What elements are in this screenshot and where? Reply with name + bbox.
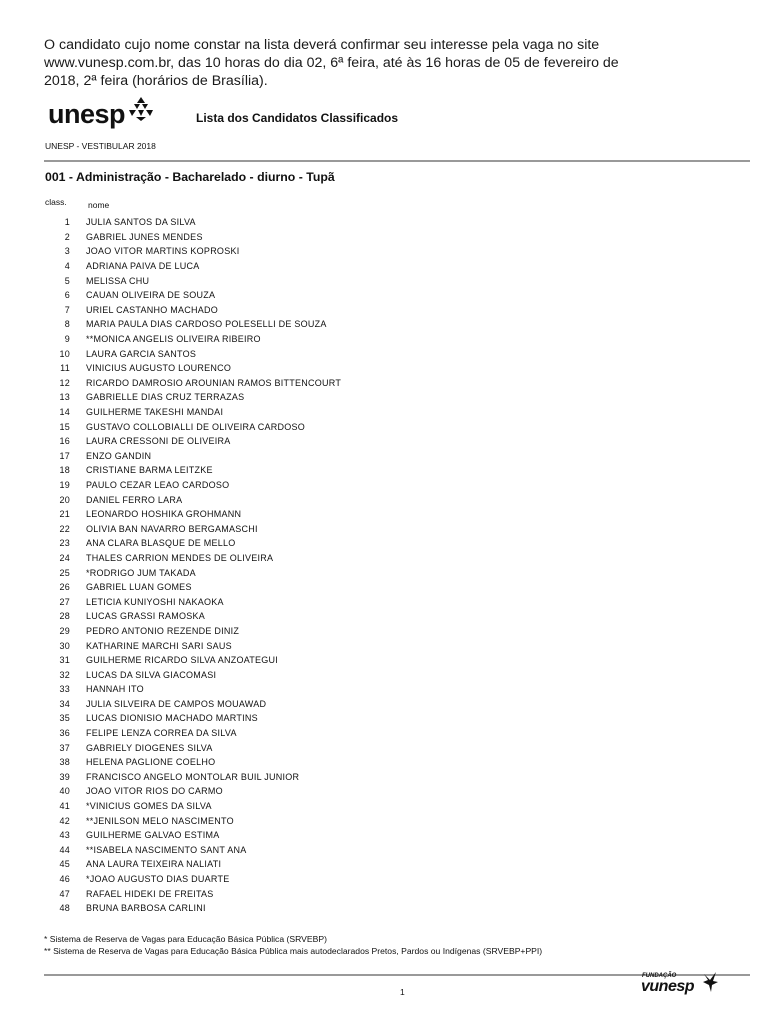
table-row bbox=[44, 230, 341, 245]
footnotes bbox=[44, 933, 542, 957]
classification-number: 45 bbox=[59, 859, 70, 870]
classification-number: 5 bbox=[64, 275, 70, 286]
table-row bbox=[44, 609, 341, 624]
classification-number: 40 bbox=[59, 786, 70, 797]
classification-number: 1 bbox=[64, 217, 70, 228]
vunesp-logo-small-text: FUNDAÇÃO bbox=[642, 973, 677, 979]
candidate-name: MELISSA CHU bbox=[86, 275, 150, 286]
candidate-name: GABRIEL LUAN GOMES bbox=[86, 582, 192, 593]
table-row bbox=[44, 551, 341, 566]
candidate-name: GUILHERME TAKESHI MANDAI bbox=[86, 407, 224, 418]
classification-number: 9 bbox=[64, 334, 70, 345]
candidate-name: CRISTIANE BARMA LEITZKE bbox=[86, 465, 213, 476]
table-row bbox=[44, 886, 341, 901]
classification-number: 15 bbox=[59, 421, 70, 432]
table-row bbox=[44, 565, 341, 580]
vunesp-logo bbox=[640, 970, 724, 998]
candidate-name: GUILHERME GALVAO ESTIMA bbox=[86, 830, 220, 841]
table-row bbox=[44, 521, 341, 536]
classification-number: 6 bbox=[64, 290, 70, 301]
bird-icon bbox=[702, 970, 720, 996]
unesp-logo-text: unesp bbox=[48, 99, 126, 129]
classification-number: 35 bbox=[59, 713, 70, 724]
classification-number: 36 bbox=[59, 728, 70, 739]
candidate-name: *RODRIGO JUM TAKADA bbox=[86, 567, 196, 578]
candidate-name: *JOAO AUGUSTO DIAS DUARTE bbox=[86, 874, 230, 885]
table-row bbox=[44, 901, 341, 916]
table-row bbox=[44, 740, 341, 755]
table-row bbox=[44, 463, 341, 478]
table-row bbox=[44, 813, 341, 828]
classification-number: 24 bbox=[59, 552, 70, 563]
candidate-name: DANIEL FERRO LARA bbox=[86, 494, 183, 505]
candidate-name: GABRIELY DIOGENES SILVA bbox=[86, 742, 213, 753]
table-row bbox=[44, 273, 341, 288]
table-row bbox=[44, 449, 341, 464]
candidate-name: URIEL CASTANHO MACHADO bbox=[86, 304, 219, 315]
classification-number: 2 bbox=[64, 231, 70, 242]
classification-number: 13 bbox=[59, 392, 70, 403]
table-row bbox=[44, 624, 341, 639]
course-title: 001 - Administração - Bacharelado - diurno - Tupã bbox=[45, 170, 335, 184]
classification-number: 8 bbox=[64, 319, 70, 330]
table-row bbox=[44, 376, 341, 391]
candidate-name: KATHARINE MARCHI SARI SAUS bbox=[86, 640, 232, 651]
candidate-name: GABRIELLE DIAS CRUZ TERRAZAS bbox=[86, 392, 245, 403]
candidate-name: JULIA SANTOS DA SILVA bbox=[86, 217, 196, 228]
page-number: 1 bbox=[400, 987, 405, 997]
table-row bbox=[44, 784, 341, 799]
candidate-name: JOAO VITOR MARTINS KOPROSKI bbox=[86, 246, 240, 257]
classification-number: 31 bbox=[59, 655, 70, 666]
candidate-name: BRUNA BARBOSA CARLINI bbox=[86, 903, 206, 914]
table-row bbox=[44, 755, 341, 770]
candidate-name: CAUAN OLIVEIRA DE SOUZA bbox=[86, 290, 216, 301]
classification-number: 47 bbox=[59, 888, 70, 899]
classification-number: 29 bbox=[59, 625, 70, 636]
candidate-name: JULIA SILVEIRA DE CAMPOS MOUAWAD bbox=[86, 698, 267, 709]
footnote-srvebp: * Sistema de Reserva de Vagas para Educação Básica Pública (SRVEBP) bbox=[44, 934, 327, 944]
candidate-name: **MONICA ANGELIS OLIVEIRA RIBEIRO bbox=[86, 334, 261, 345]
classification-number: 39 bbox=[59, 771, 70, 782]
classification-number: 3 bbox=[64, 246, 70, 257]
candidate-name: GUILHERME RICARDO SILVA ANZOATEGUI bbox=[86, 655, 279, 666]
classification-number: 7 bbox=[64, 304, 70, 315]
table-row bbox=[44, 594, 341, 609]
candidate-name: ADRIANA PAIVA DE LUCA bbox=[86, 261, 200, 272]
table-row bbox=[44, 843, 341, 858]
table-row bbox=[44, 390, 341, 405]
classification-number: 28 bbox=[59, 611, 70, 622]
classification-number: 26 bbox=[59, 582, 70, 593]
classification-number: 34 bbox=[59, 698, 70, 709]
candidate-name: ANA CLARA BLASQUE DE MELLO bbox=[86, 538, 236, 549]
classification-number: 19 bbox=[59, 479, 70, 490]
classification-number: 41 bbox=[59, 801, 70, 812]
classification-number: 16 bbox=[59, 436, 70, 447]
classification-number: 11 bbox=[60, 363, 70, 374]
candidate-name: LAURA CRESSONI DE OLIVEIRA bbox=[86, 436, 231, 447]
classification-number: 42 bbox=[59, 815, 70, 826]
table-row bbox=[44, 828, 341, 843]
table-row bbox=[44, 667, 341, 682]
classification-number: 46 bbox=[59, 874, 70, 885]
classification-number: 27 bbox=[59, 596, 70, 607]
candidate-name: **ISABELA NASCIMENTO SANT ANA bbox=[86, 844, 247, 855]
candidate-name: RAFAEL HIDEKI DE FREITAS bbox=[86, 888, 214, 899]
table-row bbox=[44, 711, 341, 726]
footnote-srvebp-ppi: ** Sistema de Reserva de Vagas para Educação Básica Pública mais autodeclarados Pretos, Pardos ou Indígenas (SRVEBP+PPI) bbox=[44, 946, 543, 956]
unesp-logo bbox=[48, 99, 155, 129]
candidate-name: LUCAS DA SILVA GIACOMASI bbox=[86, 669, 217, 680]
candidate-name: ANA LAURA TEIXEIRA NALIATI bbox=[86, 859, 222, 870]
candidate-name: PEDRO ANTONIO REZENDE DINIZ bbox=[86, 625, 240, 636]
classification-number: 22 bbox=[59, 523, 70, 534]
header-divider bbox=[44, 160, 750, 162]
table-row bbox=[44, 259, 341, 274]
candidate-name: HELENA PAGLIONE COELHO bbox=[86, 757, 216, 768]
exam-label: UNESP - VESTIBULAR 2018 bbox=[45, 141, 156, 151]
table-row bbox=[44, 419, 341, 434]
candidate-name: PAULO CEZAR LEAO CARDOSO bbox=[86, 479, 230, 490]
candidate-name: GABRIEL JUNES MENDES bbox=[86, 231, 203, 242]
candidate-name: LETICIA KUNIYOSHI NAKAOKA bbox=[86, 596, 224, 607]
classification-number: 21 bbox=[59, 509, 70, 520]
candidate-name: VINICIUS AUGUSTO LOURENCO bbox=[86, 363, 232, 374]
candidate-name: LUCAS DIONISIO MACHADO MARTINS bbox=[86, 713, 258, 724]
table-row bbox=[44, 697, 341, 712]
column-header-name: nome bbox=[88, 200, 110, 210]
document-title: Lista dos Candidatos Classificados bbox=[196, 111, 399, 125]
table-row bbox=[44, 215, 341, 230]
classification-number: 18 bbox=[59, 465, 70, 476]
candidate-name: OLIVIA BAN NAVARRO BERGAMASCHI bbox=[86, 523, 258, 534]
candidate-name: LUCAS GRASSI RAMOSKA bbox=[86, 611, 206, 622]
table-row bbox=[44, 682, 341, 697]
table-row bbox=[44, 872, 341, 887]
table-row bbox=[44, 536, 341, 551]
table-row bbox=[44, 361, 341, 376]
classification-number: 25 bbox=[59, 567, 70, 578]
classification-number: 43 bbox=[59, 830, 70, 841]
classification-number: 33 bbox=[59, 684, 70, 695]
table-row bbox=[44, 580, 341, 595]
table-row bbox=[44, 799, 341, 814]
classification-number: 37 bbox=[59, 742, 70, 753]
classification-number: 30 bbox=[59, 640, 70, 651]
candidate-name: *VINICIUS GOMES DA SILVA bbox=[86, 801, 212, 812]
classification-number: 20 bbox=[59, 494, 70, 505]
candidate-name: HANNAH ITO bbox=[86, 684, 144, 695]
table-row bbox=[44, 857, 341, 872]
candidate-name: LEONARDO HOSHIKA GROHMANN bbox=[86, 509, 242, 520]
classification-number: 10 bbox=[59, 348, 70, 359]
candidate-name: MARIA PAULA DIAS CARDOSO POLESELLI DE SOUZA bbox=[86, 319, 327, 330]
candidate-name: RICARDO DAMROSIO AROUNIAN RAMOS BITTENCOURT bbox=[86, 377, 342, 388]
unesp-star-icon bbox=[127, 97, 155, 121]
candidate-name: ENZO GANDIN bbox=[86, 450, 152, 461]
classification-number: 17 bbox=[59, 450, 70, 461]
classification-number: 32 bbox=[59, 669, 70, 680]
table-row bbox=[44, 346, 341, 361]
table-row bbox=[44, 653, 341, 668]
notice-text: O candidato cujo nome constar na lista deverá confirmar seu interesse pela vaga no site www.vunesp.com.br, das 10 horas do dia 02, 6ª feira, até às 16 horas de 05 de fevereiro de 2018, 2ª feira (horários de Brasília). bbox=[44, 37, 619, 89]
vunesp-logo-name: vunesp bbox=[641, 978, 695, 995]
table-row bbox=[44, 770, 341, 785]
table-row bbox=[44, 638, 341, 653]
candidate-name: FELIPE LENZA CORREA DA SILVA bbox=[86, 728, 237, 739]
table-row bbox=[44, 332, 341, 347]
table-row bbox=[44, 303, 341, 318]
table-row bbox=[44, 478, 341, 493]
candidate-name: LAURA GARCIA SANTOS bbox=[86, 348, 197, 359]
classification-number: 38 bbox=[59, 757, 70, 768]
candidate-name: THALES CARRION MENDES DE OLIVEIRA bbox=[86, 552, 274, 563]
classification-number: 14 bbox=[59, 407, 70, 418]
candidate-name: JOAO VITOR RIOS DO CARMO bbox=[86, 786, 223, 797]
table-row bbox=[44, 288, 341, 303]
candidate-name: **JENILSON MELO NASCIMENTO bbox=[86, 815, 234, 826]
classification-number: 12 bbox=[59, 377, 70, 388]
table-row bbox=[44, 317, 341, 332]
table-row bbox=[44, 492, 341, 507]
candidate-name: FRANCISCO ANGELO MONTOLAR BUIL JUNIOR bbox=[86, 771, 300, 782]
table-row bbox=[44, 244, 341, 259]
table-row bbox=[44, 507, 341, 522]
classification-number: 48 bbox=[59, 903, 70, 914]
table-row bbox=[44, 405, 341, 420]
table-row bbox=[44, 726, 341, 741]
table-row bbox=[44, 434, 341, 449]
classification-number: 44 bbox=[59, 844, 70, 855]
candidate-list bbox=[44, 215, 341, 916]
classification-number: 23 bbox=[59, 538, 70, 549]
classification-number: 4 bbox=[64, 261, 70, 272]
column-header-class: class. bbox=[45, 197, 67, 207]
candidate-name: GUSTAVO COLLOBIALLI DE OLIVEIRA CARDOSO bbox=[86, 421, 305, 432]
